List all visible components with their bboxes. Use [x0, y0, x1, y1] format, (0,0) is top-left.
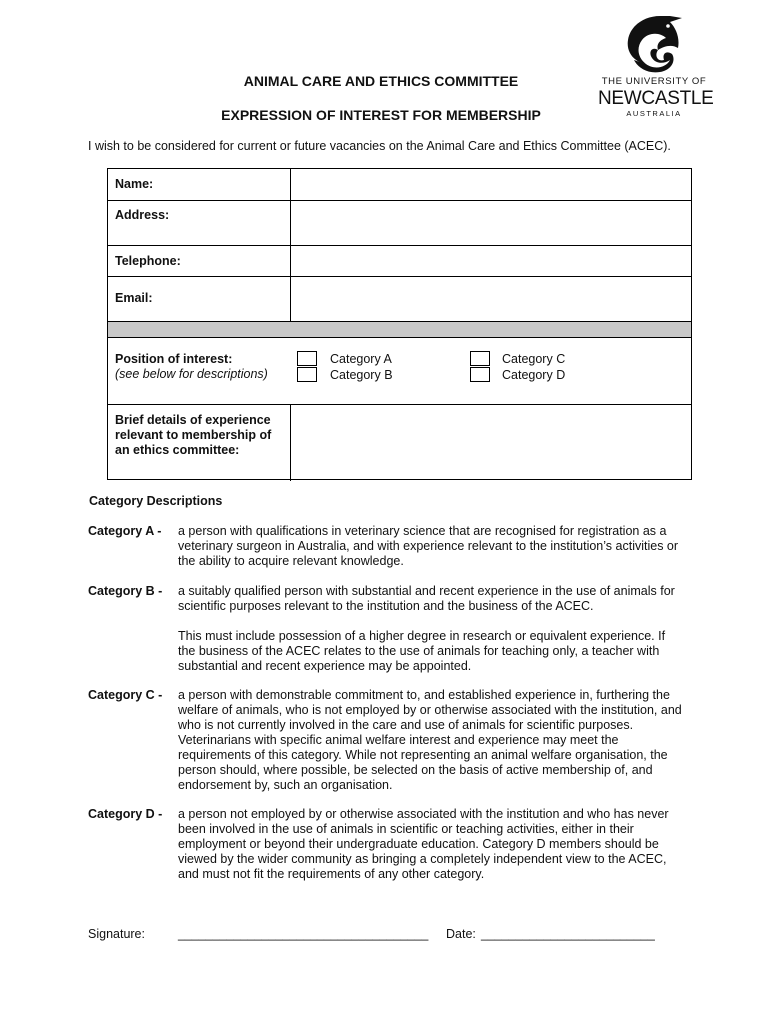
telephone-row [108, 246, 691, 277]
category-c-description: a person with demonstrable commitment to, and established experience in, furthering the welfare of animals, who is not employed by or otherwise associated with the institution, and who is not currently involved in the care and use of animals for scientific purposes. Veterinarians with specific animal welfare interest and experience may meet the requirements of this category. While not representing an animal welfare organisation, the person should, where possible, be selected on the basis of active membership of, and endorsement by, such an organisation. [178, 688, 682, 792]
page-subtitle: EXPRESSION OF INTEREST FOR MEMBERSHIP [221, 107, 541, 123]
membership-form [107, 168, 692, 480]
page-title: ANIMAL CARE AND ETHICS COMMITTEE [243, 73, 519, 89]
name-field[interactable] [291, 169, 691, 200]
address-row [108, 201, 691, 246]
name-label: Name: [115, 177, 154, 191]
category-a-option: Category A [330, 352, 392, 366]
signature-line[interactable]: ____________________________________ [178, 927, 429, 941]
telephone-label: Telephone: [115, 254, 181, 268]
experience-field[interactable] [291, 405, 691, 479]
category-b-description: a suitably qualified person with substantial and recent experience in the use of animals for scientific purposes relevant to the institution and the business of the ACEC. [178, 584, 675, 613]
position-label: Position of interest: [115, 352, 233, 366]
intro-text: I wish to be considered for current or future vacancies on the Animal Care and Ethics Committee (ACEC). [88, 139, 671, 153]
name-row [108, 169, 691, 201]
category-a-label: Category A - [88, 524, 162, 538]
category-d-option: Category D [502, 368, 566, 382]
category-d-checkbox[interactable] [470, 367, 490, 382]
category-c-checkbox[interactable] [470, 351, 490, 366]
seahorse-logo-icon [598, 12, 710, 74]
descriptions-heading: Category Descriptions [89, 494, 223, 508]
category-b-description-2: This must include possession of a higher degree in research or equivalent experience. If the business of the ACEC relates to the use of animals for teaching only, a teacher with substantial and recent experience may be appointed. [178, 629, 666, 673]
category-b-checkbox[interactable] [297, 367, 317, 382]
experience-label: Brief details of experience relevant to membership of an ethics committee: [115, 413, 272, 457]
position-row [108, 338, 691, 405]
date-line[interactable]: _________________________ [481, 927, 655, 941]
category-a-checkbox[interactable] [297, 351, 317, 366]
email-field[interactable] [291, 277, 691, 321]
email-label: Email: [115, 291, 153, 305]
address-label: Address: [115, 208, 170, 222]
signature-label: Signature: [88, 927, 145, 941]
category-b-option: Category B [330, 368, 393, 382]
category-d-description: a person not employed by or otherwise associated with the institution and who has never been involved in the use of animals in scientific or teaching activities, either in their employment or beyond their undergraduate education. Category D members should be viewed by the wider community as bringing a completely independent view to the ACEC, and must not fit the requirements of any other category. [178, 807, 669, 881]
telephone-field[interactable] [291, 246, 691, 276]
category-d-label: Category D - [88, 807, 163, 821]
date-label: Date: [446, 927, 476, 941]
separator-bar [108, 322, 691, 338]
category-a-description: a person with qualifications in veterinary science that are recognised for registration as a veterinary surgeon in Australia, and with experience relevant to the institution’s activities or the ability to acquire relevant knowledge. [178, 524, 679, 568]
category-b-label: Category B - [88, 584, 163, 598]
email-row [108, 277, 691, 322]
logo-line1: THE UNIVERSITY OF [601, 76, 707, 87]
address-field[interactable] [291, 201, 691, 245]
logo-line2: NEWCASTLE [598, 88, 714, 109]
experience-row [108, 405, 691, 481]
logo-line3: AUSTRALIA [626, 109, 682, 118]
category-c-option: Category C [502, 352, 566, 366]
university-logo [598, 12, 714, 122]
category-c-label: Category C - [88, 688, 163, 702]
position-hint: (see below for descriptions) [115, 367, 268, 381]
